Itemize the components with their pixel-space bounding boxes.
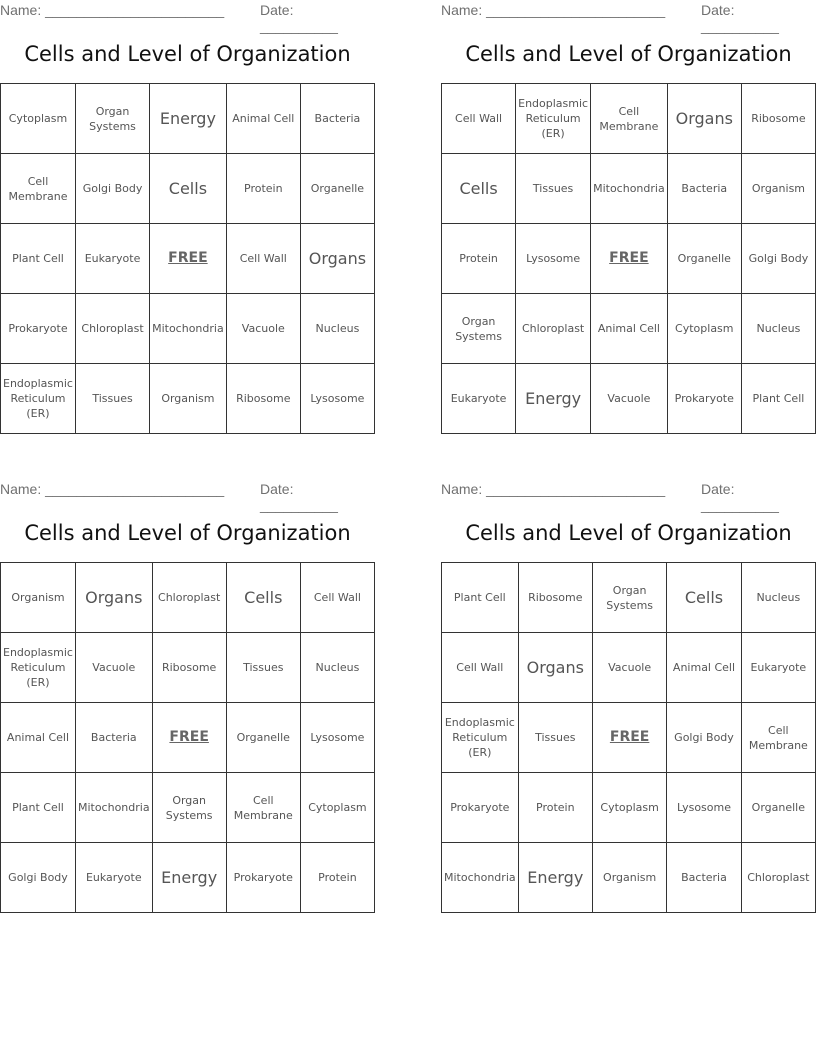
bingo-cell[interactable]: Organism	[150, 364, 227, 434]
bingo-cell[interactable]: Prokaryote	[1, 294, 76, 364]
date-field[interactable]: Date: __________	[260, 2, 338, 34]
bingo-card-4	[441, 479, 816, 914]
bingo-cell[interactable]: Tissues	[516, 154, 591, 224]
bingo-cell[interactable]: Lysosome	[516, 224, 591, 294]
bingo-cell[interactable]: Cell Membrane	[227, 773, 301, 843]
date-field[interactable]: Date: __________	[701, 2, 779, 34]
bingo-cell[interactable]: Organs	[668, 84, 742, 154]
bingo-cell[interactable]: Organ Systems	[76, 84, 150, 154]
bingo-cell[interactable]: Organelle	[742, 773, 816, 843]
bingo-cell[interactable]: Organelle	[227, 703, 301, 773]
card-title: Cells and Level of Organization	[24, 42, 351, 66]
bingo-grid	[441, 83, 816, 434]
bingo-cell[interactable]: Plant Cell	[1, 224, 76, 294]
bingo-cell[interactable]: Cytoplasm	[301, 773, 375, 843]
bingo-cell[interactable]: Bacteria	[668, 154, 742, 224]
card-header	[0, 479, 375, 513]
bingo-cell[interactable]: Protein	[519, 773, 593, 843]
bingo-cell[interactable]: Organ Systems	[593, 563, 667, 633]
bingo-cell[interactable]: Cell Wall	[442, 84, 516, 154]
bingo-cell[interactable]: Ribosome	[227, 364, 301, 434]
bingo-cell[interactable]: Organ Systems	[442, 294, 516, 364]
free-space-cell[interactable]: FREE	[591, 224, 668, 294]
bingo-cell[interactable]: Eukaryote	[742, 633, 816, 703]
bingo-cell[interactable]: Cells	[667, 563, 741, 633]
bingo-cell[interactable]: Eukaryote	[76, 224, 150, 294]
date-field[interactable]: Date: __________	[701, 481, 779, 513]
date-field[interactable]: Date: __________	[260, 481, 338, 513]
bingo-cell[interactable]: Chloroplast	[76, 294, 150, 364]
name-field[interactable]: Name: _______________________	[441, 2, 666, 18]
bingo-cell[interactable]: Organs	[301, 224, 375, 294]
bingo-cell[interactable]: Golgi Body	[1, 843, 76, 913]
bingo-cell[interactable]: Organelle	[301, 154, 375, 224]
bingo-cell[interactable]: Animal Cell	[227, 84, 301, 154]
bingo-cell[interactable]: Organ Systems	[153, 773, 227, 843]
bingo-cell[interactable]: Vacuole	[593, 633, 667, 703]
card-title: Cells and Level of Organization	[24, 521, 351, 545]
bingo-cell[interactable]: Cytoplasm	[593, 773, 667, 843]
bingo-cell[interactable]: Vacuole	[76, 633, 153, 703]
bingo-cell[interactable]: Plant Cell	[442, 563, 519, 633]
bingo-cell[interactable]: Lysosome	[667, 773, 741, 843]
bingo-cell[interactable]: Nucleus	[742, 563, 816, 633]
bingo-grid	[0, 83, 375, 434]
bingo-cell[interactable]: Mitochondria	[150, 294, 227, 364]
bingo-cell[interactable]: Nucleus	[742, 294, 816, 364]
bingo-cell[interactable]: Energy	[150, 84, 227, 154]
bingo-cell[interactable]: Cell Wall	[442, 633, 519, 703]
bingo-cell[interactable]: Endoplasmic Reticulum (ER)	[442, 703, 519, 773]
bingo-cell[interactable]: Chloroplast	[153, 563, 227, 633]
bingo-cell[interactable]: Bacteria	[301, 84, 375, 154]
bingo-cell[interactable]: Golgi Body	[742, 224, 816, 294]
bingo-cell[interactable]: Cell Membrane	[742, 703, 816, 773]
bingo-cell[interactable]: Vacuole	[591, 364, 668, 434]
bingo-cell[interactable]: Eukaryote	[76, 843, 153, 913]
bingo-cell[interactable]: Lysosome	[301, 364, 375, 434]
card-header	[0, 0, 375, 34]
bingo-cell[interactable]: Tissues	[76, 364, 150, 434]
bingo-cell[interactable]: Energy	[516, 364, 591, 434]
bingo-cell[interactable]: Animal Cell	[667, 633, 741, 703]
free-space-cell[interactable]: FREE	[150, 224, 227, 294]
bingo-cell[interactable]: Bacteria	[667, 843, 741, 913]
bingo-cell[interactable]: Mitochondria	[76, 773, 153, 843]
bingo-cell[interactable]: Endoplasmic Reticulum (ER)	[1, 364, 76, 434]
name-field[interactable]: Name: _______________________	[441, 481, 666, 497]
free-space-cell[interactable]: FREE	[153, 703, 227, 773]
bingo-cell[interactable]: Organism	[742, 154, 816, 224]
bingo-cell[interactable]: Energy	[153, 843, 227, 913]
card-title: Cells and Level of Organization	[465, 42, 792, 66]
bingo-cell[interactable]: Prokaryote	[668, 364, 742, 434]
bingo-cell[interactable]: Nucleus	[301, 294, 375, 364]
bingo-cell[interactable]: Mitochondria	[442, 843, 519, 913]
bingo-cell[interactable]: Tissues	[227, 633, 301, 703]
bingo-grid	[0, 562, 375, 913]
bingo-cell[interactable]: Organelle	[668, 224, 742, 294]
bingo-cell[interactable]: Plant Cell	[742, 364, 816, 434]
bingo-cell[interactable]: Tissues	[519, 703, 593, 773]
bingo-cell[interactable]: Bacteria	[76, 703, 153, 773]
bingo-cell[interactable]: Lysosome	[301, 703, 375, 773]
bingo-cell[interactable]: Ribosome	[742, 84, 816, 154]
bingo-cell[interactable]: Eukaryote	[442, 364, 516, 434]
bingo-cell[interactable]: Ribosome	[519, 563, 593, 633]
bingo-cell[interactable]: Organs	[519, 633, 593, 703]
bingo-cell[interactable]: Golgi Body	[667, 703, 741, 773]
bingo-cell[interactable]: Cell Wall	[301, 563, 375, 633]
bingo-cell[interactable]: Prokaryote	[442, 773, 519, 843]
bingo-cell[interactable]: Cytoplasm	[1, 84, 76, 154]
bingo-cell[interactable]: Cells	[150, 154, 227, 224]
bingo-cell[interactable]: Organism	[593, 843, 667, 913]
bingo-cell[interactable]: Cells	[442, 154, 516, 224]
bingo-cell[interactable]: Protein	[301, 843, 375, 913]
bingo-cell[interactable]: Cell Membrane	[1, 154, 76, 224]
bingo-cell[interactable]: Nucleus	[301, 633, 375, 703]
free-space-cell[interactable]: FREE	[593, 703, 667, 773]
bingo-cell[interactable]: Mitochondria	[591, 154, 668, 224]
bingo-cell[interactable]: Cell Wall	[227, 224, 301, 294]
bingo-cell[interactable]: Animal Cell	[1, 703, 76, 773]
bingo-cell[interactable]: Cell Membrane	[591, 84, 668, 154]
bingo-grid	[441, 562, 816, 913]
name-field[interactable]: Name: _______________________	[0, 481, 225, 497]
card-title: Cells and Level of Organization	[465, 521, 792, 545]
bingo-cell[interactable]: Chloroplast	[742, 843, 816, 913]
card-header	[441, 0, 816, 34]
bingo-cell[interactable]: Chloroplast	[516, 294, 591, 364]
name-field[interactable]: Name: _______________________	[0, 2, 225, 18]
bingo-cell[interactable]: Cytoplasm	[668, 294, 742, 364]
bingo-cell[interactable]: Ribosome	[153, 633, 227, 703]
bingo-cell[interactable]: Plant Cell	[1, 773, 76, 843]
bingo-cell[interactable]: Endoplasmic Reticulum (ER)	[1, 633, 76, 703]
bingo-cell[interactable]: Protein	[227, 154, 301, 224]
bingo-cell[interactable]: Cells	[227, 563, 301, 633]
bingo-cell[interactable]: Protein	[442, 224, 516, 294]
bingo-cell[interactable]: Golgi Body	[76, 154, 150, 224]
bingo-cell[interactable]: Organism	[1, 563, 76, 633]
bingo-card-3	[0, 479, 375, 914]
bingo-cell[interactable]: Prokaryote	[227, 843, 301, 913]
bingo-card-2	[441, 0, 816, 435]
bingo-cell[interactable]: Organs	[76, 563, 153, 633]
bingo-cell[interactable]: Vacuole	[227, 294, 301, 364]
bingo-card-1	[0, 0, 375, 435]
card-header	[441, 479, 816, 513]
bingo-cell[interactable]: Animal Cell	[591, 294, 668, 364]
bingo-cell[interactable]: Energy	[519, 843, 593, 913]
bingo-cell[interactable]: Endoplasmic Reticulum (ER)	[516, 84, 591, 154]
